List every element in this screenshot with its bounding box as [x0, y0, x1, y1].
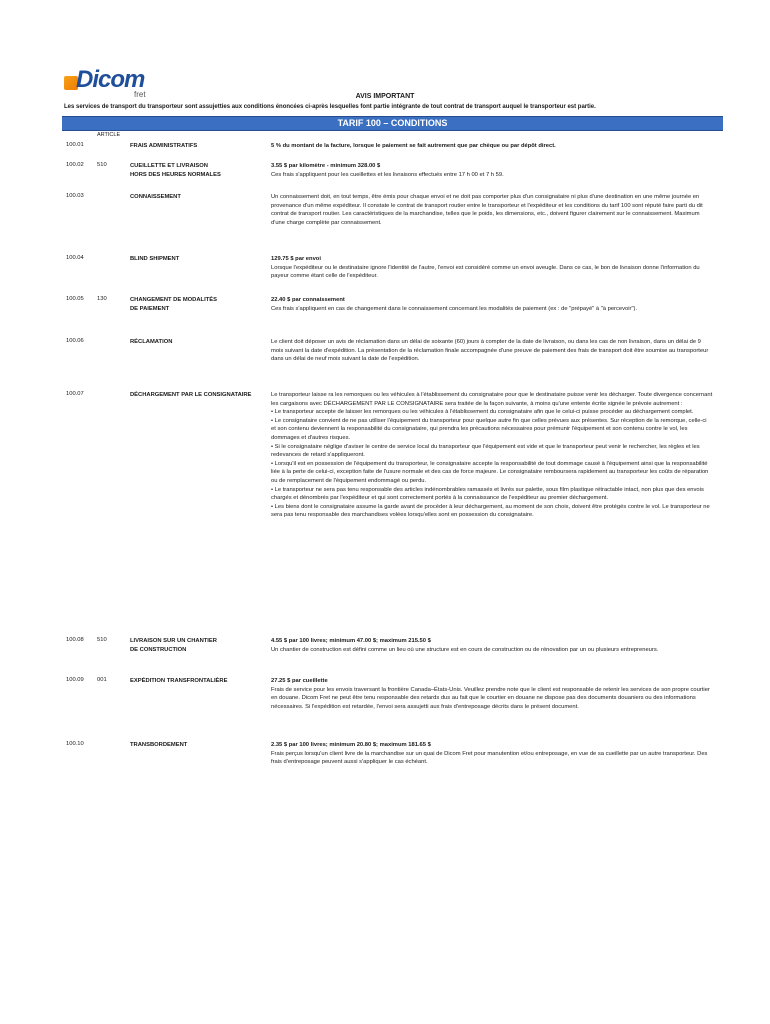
tariff-rate: 3.55 $ par kilomètre - minimum 328.00 $	[271, 163, 381, 169]
tariff-description	[271, 193, 713, 227]
tariff-text: • Lorsqu'il est en possession de l'équipement du transporteur, le consignataire accepte la responsabilité de tout dommage causé à l'équipement ainsi que la responsabilité liée à la perte de celui-ci, exception faite de l'usure normale et des cas de force majeure. Le consignataire remboursera rapidement au transporteur les coûts de réparation ou de remplacement de l'équipement endommagé ou perdu.	[271, 460, 709, 484]
tariff-rate: 5 % du montant de la facture, lorsque le paiement se fait autrement que par chèque ou par dépôt direct.	[271, 143, 556, 149]
tariff-description	[271, 142, 713, 151]
tariff-rate: 129.75 $ par envoi	[271, 256, 321, 262]
tariff-rate: 4.55 $ par 100 livres; minimum 47.00 $; maximum 215.50 $	[271, 638, 431, 644]
notice-title: AVIS IMPORTANT	[355, 93, 415, 100]
tariff-text: Frais de service pour les envois traversant la frontière Canada–États-Unis. Veuillez prendre note que le client est responsable de retenir les services de son propre courtier en douane. Dicom Fret ne peut être tenu responsable des retards dus au fait que le courtier en douane ne dispose pas des documents douaniers ou des informations nécessaires. Si l'expédition est retardée, l'envoi sera assujetti aux frais d'entreposage décrits dans le présent document.	[271, 686, 710, 710]
article-number: 130	[97, 296, 107, 302]
article-column-header: ARTICLE	[97, 132, 121, 138]
tariff-label: LIVRAISON SUR UN CHANTIER DE CONSTRUCTION	[130, 638, 217, 653]
tariff-label: CUEILLETTE ET LIVRAISON HORS DES HEURES NORMALES	[130, 163, 221, 178]
tariff-label: DÉCHARGEMENT PAR LE CONSIGNATAIRE	[130, 392, 252, 398]
logo-text: Dicom	[76, 66, 145, 93]
tariff-label: CHANGEMENT DE MODALITÉS DE PAIEMENT	[130, 297, 217, 312]
logo-subtext: fret	[134, 90, 146, 99]
tariff-label: BLIND SHIPMENT	[130, 256, 180, 262]
tariff-description	[271, 338, 713, 364]
tariff-code: 100.05	[66, 296, 84, 302]
tariff-label: FRAIS ADMINISTRATIFS	[130, 143, 198, 149]
tariff-description	[271, 637, 713, 654]
tariff-description	[271, 162, 713, 179]
tariff-banner: TARIF 100 – CONDITIONS	[62, 116, 723, 131]
tariff-code: 100.01	[66, 142, 84, 148]
tariff-label: EXPÉDITION TRANSFRONTALIÈRE	[130, 678, 228, 684]
tariff-label: CONNAISSEMENT	[130, 194, 181, 200]
tariff-text: Frais perçus lorsqu'un client livre de la marchandise sur un quai de Dicom Fret pour manutention et/ou entreposage, en vue de sa cueillette par un autre transporteur. Des frais d'entreposage peuvent aussi s'appliquer le cas échéant.	[271, 750, 708, 766]
tariff-text: Le transporteur laisse ra les remorques ou les véhicules à l'établissement du consignataire pour que le destinataire puisse venir les décharger. Toute divergence concernant les cargaisons avec DÉCHARGEMENT PAR LE CONSIGNATAIRE sera traitée de la façon suivante, à moins qu'une entente écrite signée le prévoie autrement :	[271, 392, 713, 407]
tariff-description	[271, 741, 713, 767]
tariff-label: RÉCLAMATION	[130, 339, 173, 345]
tariff-code: 100.07	[66, 391, 84, 397]
tariff-text: • Le consignataire convient de ne pas utiliser l'équipement du transporteur pour quelque autre fin que celles prévues aux présentes. Sur réception de la remorque, celle-ci et son contenu deviennent la responsabilité du consignataire, qui prendra les précautions nécessaires pour prémunir l'équipement et son contenu contre le vol, les dommages et d'autres risques.	[271, 417, 707, 441]
tariff-code: 100.06	[66, 338, 84, 344]
tariff-code: 100.08	[66, 637, 84, 643]
tariff-text: Un connaissement doit, en tout temps, être émis pour chaque envoi et ne doit pas comporter plus d'un consignataire ni plus d'une destination en une même journée en provenance d'un même expéditeur. Il constate le contrat de transport routier entre le transporteur et l'expéditeur et les conditions du tarif 100 sont réputé faire parti du dit contrat de transport routier. Les caractéristiques de la marchandise, telles que le poids, les dimensions, etc., doivent figurer clairement sur le connaissement. Maximum d'une charge complète par connaissement.	[271, 194, 703, 226]
tariff-code: 100.10	[66, 741, 84, 747]
tariff-text: • Le transporteur accepte de laisser les remorques ou les véhicules à l'établissement du consignataire afin que le celui-ci puisse procéder au déchargement complet.	[271, 409, 694, 416]
tariff-code: 100.02	[66, 162, 84, 168]
tariff-code: 100.09	[66, 677, 84, 683]
tariff-description	[271, 391, 713, 520]
tariff-text: Le client doit déposer un avis de réclamation dans un délai de soixante (60) jours à compter de la date de livraison, ou dans les cas de non livraison, dans un délai de 9 mois suivant la date d'expédition. La présentation de la réclamation finale accompagnée d'une preuve de paiement des frais de transport doit être soumise au transporteur dans un délai de neuf mois suivant la date de l'expédition.	[271, 339, 709, 363]
tariff-code: 100.03	[66, 193, 84, 199]
tariff-rate: 27.25 $ par cueillette	[271, 678, 328, 684]
article-number: 510	[97, 162, 107, 168]
tariff-rate: 2.35 $ par 100 livres; minimum 20.80 $; maximum 181.65 $	[271, 742, 431, 748]
tariff-label: TRANSBORDEMENT	[130, 742, 188, 748]
tariff-code: 100.04	[66, 255, 84, 261]
tariff-text: Ces frais s'appliquent en cas de changement dans le connaissement concernant les modalités de paiement (ex : de "prépayé" à "à percevoir").	[271, 305, 638, 312]
tariff-text: Ces frais s'appliquent pour les cueillettes et les livraisons effectués entre 17 h 00 et 7 h 59.	[271, 171, 504, 178]
notice-text: Les services de transport du transporteur sont assujetties aux conditions énoncées ci-après lesquelles font partie intégrante de tout contrat de transport auquel le transporteur est partie.	[64, 104, 596, 110]
tariff-text: Un chantier de construction est défini comme un lieu où une structure est en cours de construction ou de rénovation par un ou plusieurs entrepreneurs.	[271, 646, 659, 653]
tariff-text: • Les biens dont le consignataire assume la garde avant de procéder à leur déchargement, au moment de son choix, doivent être protégés contre le vol. Le transporteur ne sera pas tenu responsable des marchandises volées lorsqu'elles sont en possession du consignataire.	[271, 503, 710, 519]
tariff-rate: 22.40 $ par connaissement	[271, 297, 345, 303]
tariff-description	[271, 677, 713, 711]
tariff-description	[271, 296, 713, 313]
article-number: 001	[97, 677, 107, 683]
tariff-text: Lorsque l'expéditeur ou le destinataire ignore l'identité de l'autre, l'envoi est considéré comme un envoi aveugle. Dans ce cas, le bon de livraison donne l'information du payeur comme étant celle de l'expéditeur.	[271, 264, 700, 280]
tariff-description	[271, 255, 713, 281]
tariff-text: • Si le consignataire néglige d'aviser le centre de service local du transporteur que l'équipement est vide et que le transporteur peut venir le rechercher, les règles et les redevances de retard s'appliqueront.	[271, 443, 700, 459]
article-number: 510	[97, 637, 107, 643]
tariff-text: • Le transporteur ne sera pas tenu responsable des articles indénombrables ramassés et livrés sur palette, sous film plastique rétractable intact, non plus que des envois chargés et dénombrés par l'expéditeur et qui sont correctement portés à la connaissance de l'expéditeur au premier déchargement.	[271, 486, 704, 502]
